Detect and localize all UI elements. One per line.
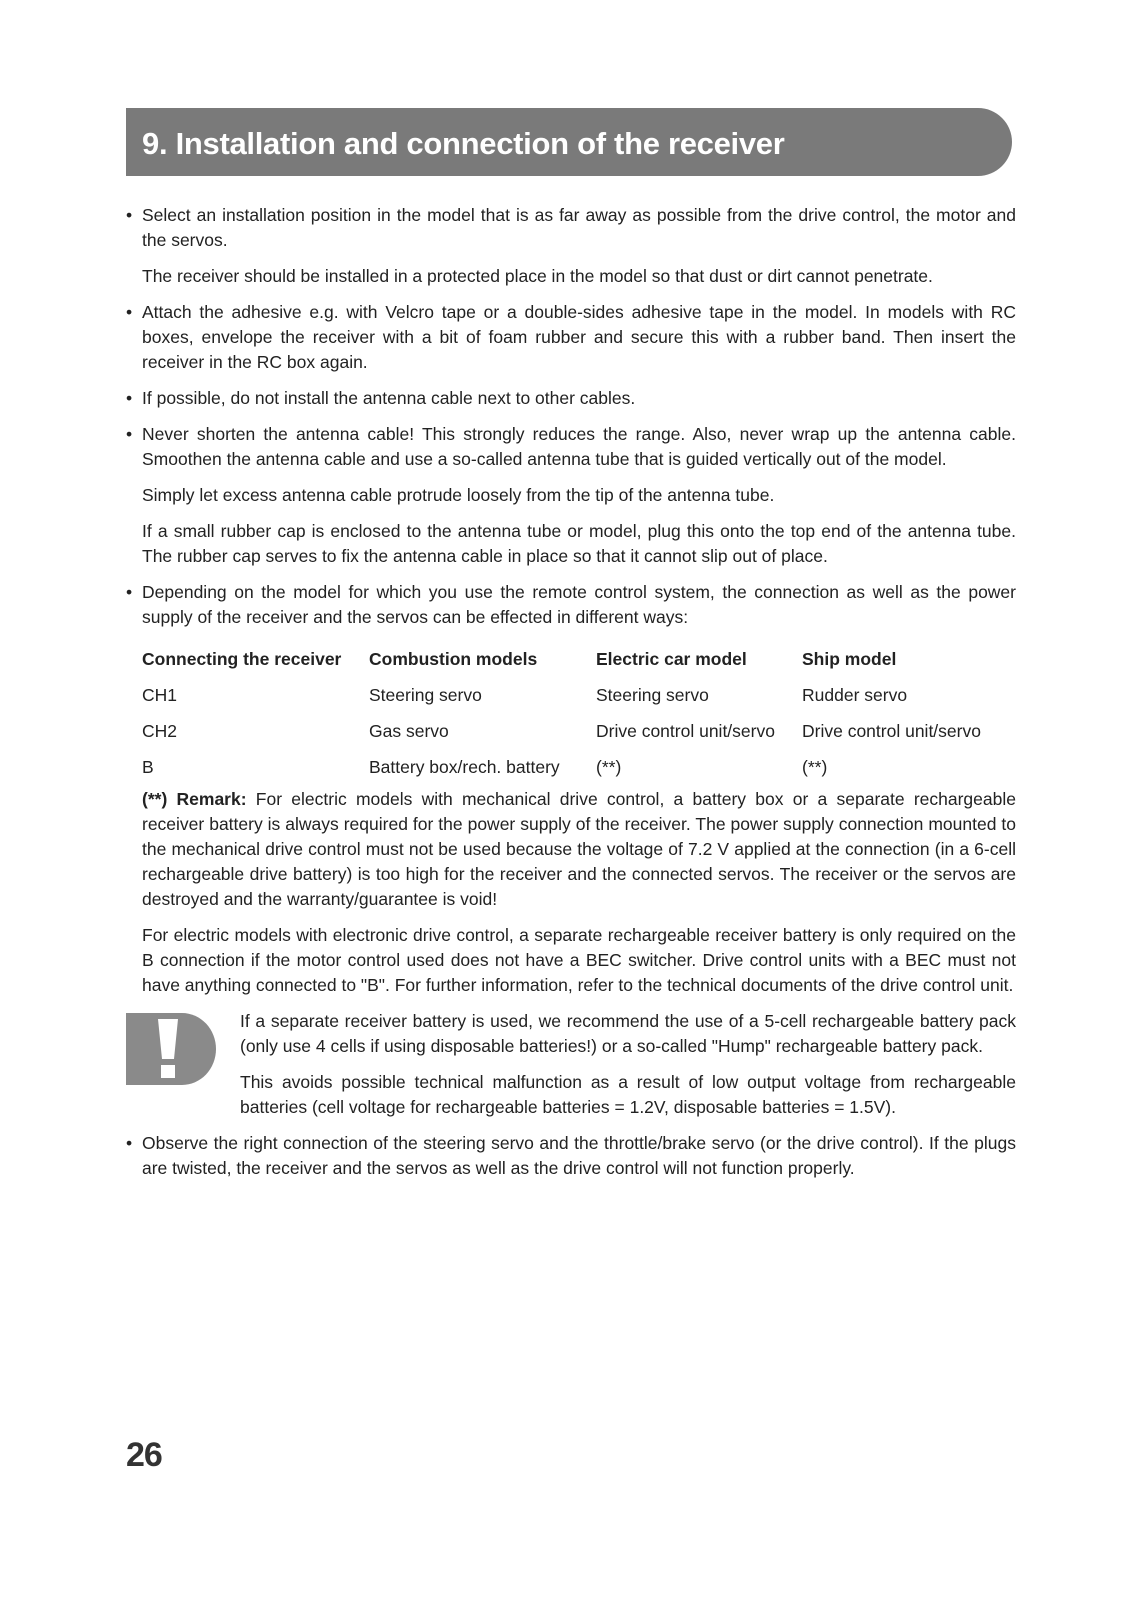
- remark-label: (**) Remark:: [142, 789, 247, 809]
- table-header-cell: Electric car model: [596, 649, 747, 669]
- bullet-item-antenna-cable-routing: [126, 386, 1016, 411]
- bullet-text: Select an installation position in the model that is as far away as possible from the drive control, the motor and the servos.: [142, 205, 1016, 250]
- bullet-item-antenna-shorten: [126, 422, 1016, 472]
- table-row: [142, 713, 1016, 749]
- connection-table: [126, 641, 1016, 785]
- bullet-item-adhesive: [126, 300, 1016, 375]
- table-cell: Drive control unit/servo: [802, 721, 981, 741]
- section-title: 9. Installation and connection of the receiver: [142, 126, 785, 161]
- remark-text: For electric models with mechanical drive control, a battery box or a separate rechargeable receiver battery is always required for the power supply of the receiver. The power supply connection mounted to the mechanical drive control must not be used because the voltage of 7.2 V applied at the connection (in a 6-cell rechargeable drive battery) is too high for the receiver and the connected servos. The receiver or the servos are destroyed and the warranty/guarantee is void!: [142, 789, 1016, 909]
- paragraph: If a small rubber cap is enclosed to the antenna tube or model, plug this onto the top end of the antenna tube. The rubber cap serves to fix the antenna cable in place so that it cannot slip out of place.: [142, 521, 1016, 566]
- table-cell: Battery box/rech. battery: [369, 757, 560, 777]
- bullet-text: Never shorten the antenna cable! This strongly reduces the range. Also, never wrap up the antenna cable. Smoothen the antenna cable and use a so-called antenna tube that is guided vertically out of the model.: [142, 424, 1016, 469]
- remark-paragraph: [126, 787, 1016, 912]
- page-content: [126, 203, 1016, 1192]
- warning-note: [126, 1009, 1016, 1120]
- bullet-marker: •: [126, 205, 133, 225]
- bullet-text: Observe the right connection of the steering servo and the throttle/brake servo (or the drive control). If the plugs are twisted, the receiver and the servos as well as the drive control will not function properly.: [142, 1133, 1016, 1178]
- table-cell: Steering servo: [369, 685, 482, 705]
- bullet-marker: •: [126, 388, 133, 408]
- bullet-marker: •: [126, 302, 133, 322]
- table-header-cell: Combustion models: [369, 649, 538, 669]
- table-cell: Steering servo: [596, 685, 709, 705]
- bullet-text: Attach the adhesive e.g. with Velcro tape or a double-sides adhesive tape in the model. In models with RC boxes, envelope the receiver with a bit of foam rubber and secure this with a rubber band. Then insert the receiver in the RC box again.: [142, 302, 1016, 372]
- warning-text: This avoids possible technical malfunction as a result of low output voltage from rechargeable batteries (cell voltage for rechargeable batteries = 1.2V, disposable batteries = 1.5V).: [240, 1072, 1016, 1117]
- table-cell: (**): [596, 757, 622, 777]
- table-cell: Rudder servo: [802, 685, 908, 705]
- warning-text: If a separate receiver battery is used, we recommend the use of a 5-cell rechargeable battery pack (only use 4 cells if using disposable batteries!) or a so-called "Hump" rechargeable battery pack.: [240, 1011, 1016, 1056]
- bullet-item-connection-options: [126, 580, 1016, 630]
- table-row: [142, 677, 1016, 713]
- exclamation-icon: [126, 1013, 216, 1085]
- paragraph: Simply let excess antenna cable protrude loosely from the tip of the antenna tube.: [142, 485, 775, 505]
- section-header-bar: [126, 108, 1012, 176]
- table-header-cell: Connecting the receiver: [142, 649, 342, 669]
- bullet-marker: •: [126, 582, 133, 602]
- table-cell: (**): [802, 757, 828, 777]
- table-header-row: [142, 641, 1016, 677]
- table-cell: CH1: [142, 685, 178, 705]
- table-cell: B: [142, 757, 154, 777]
- bullet-text: If possible, do not install the antenna cable next to other cables.: [142, 388, 636, 408]
- bullet-marker: •: [126, 424, 133, 444]
- table-header-cell: Ship model: [802, 649, 897, 669]
- paragraph: The receiver should be installed in a protected place in the model so that dust or dirt cannot penetrate.: [142, 266, 933, 286]
- bullet-item-installation-position: [126, 203, 1016, 253]
- table-cell: Gas servo: [369, 721, 449, 741]
- table-cell: CH2: [142, 721, 178, 741]
- page-number: 26: [126, 1436, 162, 1474]
- paragraph: For electric models with electronic drive control, a separate rechargeable receiver battery is only required on the B connection if the motor control used does not have a BEC switcher. Drive control units with a BEC must not have anything connected to "B". For further information, refer to the technical documents of the drive control unit.: [142, 925, 1016, 995]
- bullet-marker: •: [126, 1133, 133, 1153]
- bullet-text: Depending on the model for which you use the remote control system, the connection as well as the power supply of the receiver and the servos can be effected in different ways:: [142, 582, 1016, 627]
- bullet-item-servo-connection: [126, 1131, 1016, 1181]
- table-cell: Drive control unit/servo: [596, 721, 775, 741]
- table-row: [142, 749, 1016, 785]
